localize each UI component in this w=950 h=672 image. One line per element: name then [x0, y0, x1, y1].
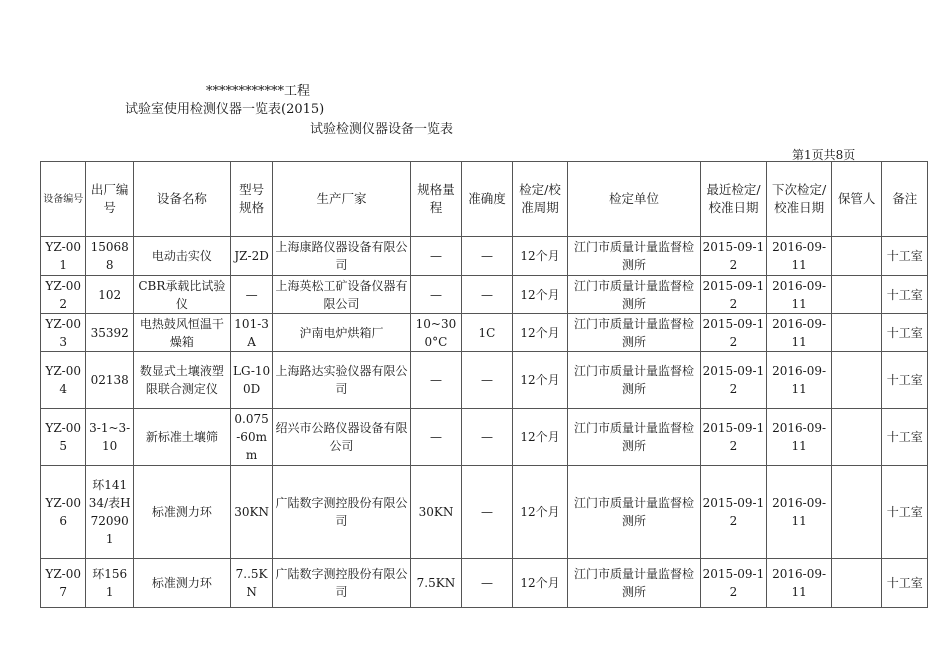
col-header-note: 备注: [882, 162, 928, 237]
table-row: [41, 314, 928, 352]
cell-equipment-id: YZ-001: [41, 237, 86, 276]
cell-next-calibration-date: 2016-09-11: [767, 237, 832, 276]
cell-equipment-name: CBR承载比试验仪: [133, 276, 230, 314]
cell-model-spec: 101-3A: [230, 314, 272, 352]
cell-calibration-period: 12个月: [512, 559, 568, 608]
cell-model-spec: 30KN: [230, 466, 272, 559]
cell-remarks: 十工室: [882, 559, 928, 608]
table-title: 试验检测仪器设备一览表: [310, 122, 454, 137]
cell-keeper: [831, 409, 882, 466]
cell-serial-number: 150688: [86, 237, 133, 276]
cell-calibration-unit: 江门市质量计量监督检测所: [568, 314, 700, 352]
table-row: [41, 276, 928, 314]
cell-next-calibration-date: 2016-09-11: [767, 559, 832, 608]
cell-manufacturer: 绍兴市公路仪器设备有限公司: [273, 409, 410, 466]
cell-calibration-period: 12个月: [512, 276, 568, 314]
col-header-period: 检定/校准周期: [512, 162, 568, 237]
table-header-row: [41, 162, 928, 237]
cell-last-calibration-date: 2015-09-12: [700, 276, 767, 314]
cell-accuracy: —: [462, 276, 513, 314]
cell-equipment-id: YZ-003: [41, 314, 86, 352]
cell-model-spec: JZ-2D: [230, 237, 272, 276]
cell-calibration-period: 12个月: [512, 466, 568, 559]
cell-spec-range: —: [410, 352, 462, 409]
cell-remarks: 十工室: [882, 352, 928, 409]
cell-accuracy: —: [462, 237, 513, 276]
cell-remarks: 十工室: [882, 466, 928, 559]
cell-last-calibration-date: 2015-09-12: [700, 409, 767, 466]
cell-next-calibration-date: 2016-09-11: [767, 276, 832, 314]
cell-spec-range: —: [410, 276, 462, 314]
cell-model-spec: 7..5KN: [230, 559, 272, 608]
cell-calibration-unit: 江门市质量计量监督检测所: [568, 237, 700, 276]
cell-manufacturer: 广陆数字测控股份有限公司: [273, 466, 410, 559]
cell-model-spec: 0.075-60mm: [230, 409, 272, 466]
col-header-serial: 出厂编号: [86, 162, 133, 237]
cell-manufacturer: 上海路达实验仪器有限公司: [273, 352, 410, 409]
cell-remarks: 十工室: [882, 276, 928, 314]
cell-calibration-unit: 江门市质量计量监督检测所: [568, 276, 700, 314]
document-subtitle: 试验室使用检测仪器一览表(2015): [125, 102, 325, 117]
cell-equipment-name: 电动击实仪: [133, 237, 230, 276]
cell-equipment-name: 标准测力环: [133, 466, 230, 559]
col-header-next-date: 下次检定/校准日期: [767, 162, 832, 237]
cell-spec-range: 7.5KN: [410, 559, 462, 608]
table-row: [41, 466, 928, 559]
cell-calibration-unit: 江门市质量计量监督检测所: [568, 559, 700, 608]
cell-remarks: 十工室: [882, 409, 928, 466]
cell-serial-number: 35392: [86, 314, 133, 352]
cell-calibration-period: 12个月: [512, 314, 568, 352]
cell-accuracy: —: [462, 466, 513, 559]
cell-calibration-period: 12个月: [512, 352, 568, 409]
cell-model-spec: LG-100D: [230, 352, 272, 409]
col-header-range: 规格量程: [410, 162, 462, 237]
table-row: [41, 559, 928, 608]
cell-accuracy: —: [462, 409, 513, 466]
col-header-last-date: 最近检定/校准日期: [700, 162, 767, 237]
cell-serial-number: 02138: [86, 352, 133, 409]
cell-spec-range: 30KN: [410, 466, 462, 559]
cell-serial-number: 102: [86, 276, 133, 314]
cell-accuracy: 1C: [462, 314, 513, 352]
cell-spec-range: 10~300°C: [410, 314, 462, 352]
cell-serial-number: 环1561: [86, 559, 133, 608]
cell-accuracy: —: [462, 352, 513, 409]
cell-remarks: 十工室: [882, 314, 928, 352]
table-row: [41, 237, 928, 276]
cell-keeper: [831, 466, 882, 559]
cell-next-calibration-date: 2016-09-11: [767, 314, 832, 352]
cell-equipment-id: YZ-006: [41, 466, 86, 559]
cell-keeper: [831, 559, 882, 608]
cell-equipment-id: YZ-004: [41, 352, 86, 409]
cell-last-calibration-date: 2015-09-12: [700, 237, 767, 276]
cell-next-calibration-date: 2016-09-11: [767, 466, 832, 559]
cell-serial-number: 环14134/表H720901: [86, 466, 133, 559]
cell-model-spec: —: [230, 276, 272, 314]
cell-next-calibration-date: 2016-09-11: [767, 352, 832, 409]
col-header-keeper: 保管人: [831, 162, 882, 237]
col-header-maker: 生产厂家: [273, 162, 410, 237]
cell-remarks: 十工室: [882, 237, 928, 276]
cell-keeper: [831, 314, 882, 352]
col-header-name: 设备名称: [133, 162, 230, 237]
cell-equipment-id: YZ-002: [41, 276, 86, 314]
cell-calibration-period: 12个月: [512, 237, 568, 276]
cell-serial-number: 3-1~3-10: [86, 409, 133, 466]
col-header-model: 型号规格: [230, 162, 272, 237]
cell-manufacturer: 上海英松工矿设备仪器有限公司: [273, 276, 410, 314]
cell-spec-range: —: [410, 409, 462, 466]
col-header-equipment-id: 设备编号: [41, 162, 86, 237]
col-header-unit: 检定单位: [568, 162, 700, 237]
page-info: 第1页共8页: [792, 148, 856, 162]
cell-manufacturer: 沪南电炉烘箱厂: [273, 314, 410, 352]
col-header-accuracy: 准确度: [462, 162, 513, 237]
cell-manufacturer: 上海康路仪器设备有限公司: [273, 237, 410, 276]
table-row: [41, 352, 928, 409]
cell-last-calibration-date: 2015-09-12: [700, 314, 767, 352]
cell-accuracy: —: [462, 559, 513, 608]
cell-last-calibration-date: 2015-09-12: [700, 559, 767, 608]
cell-last-calibration-date: 2015-09-12: [700, 352, 767, 409]
cell-calibration-unit: 江门市质量计量监督检测所: [568, 466, 700, 559]
cell-next-calibration-date: 2016-09-11: [767, 409, 832, 466]
cell-equipment-id: YZ-005: [41, 409, 86, 466]
cell-keeper: [831, 237, 882, 276]
cell-calibration-unit: 江门市质量计量监督检测所: [568, 409, 700, 466]
cell-last-calibration-date: 2015-09-12: [700, 466, 767, 559]
cell-calibration-unit: 江门市质量计量监督检测所: [568, 352, 700, 409]
cell-equipment-name: 电热鼓风恒温干燥箱: [133, 314, 230, 352]
table-row: [41, 409, 928, 466]
cell-manufacturer: 广陆数字测控股份有限公司: [273, 559, 410, 608]
cell-equipment-name: 新标准土壤筛: [133, 409, 230, 466]
cell-equipment-name: 标准测力环: [133, 559, 230, 608]
cell-equipment-name: 数显式土壤液塑限联合测定仪: [133, 352, 230, 409]
cell-spec-range: —: [410, 237, 462, 276]
cell-equipment-id: YZ-007: [41, 559, 86, 608]
equipment-table: [40, 161, 928, 608]
project-title: ************工程: [206, 84, 311, 99]
cell-calibration-period: 12个月: [512, 409, 568, 466]
cell-keeper: [831, 352, 882, 409]
cell-keeper: [831, 276, 882, 314]
